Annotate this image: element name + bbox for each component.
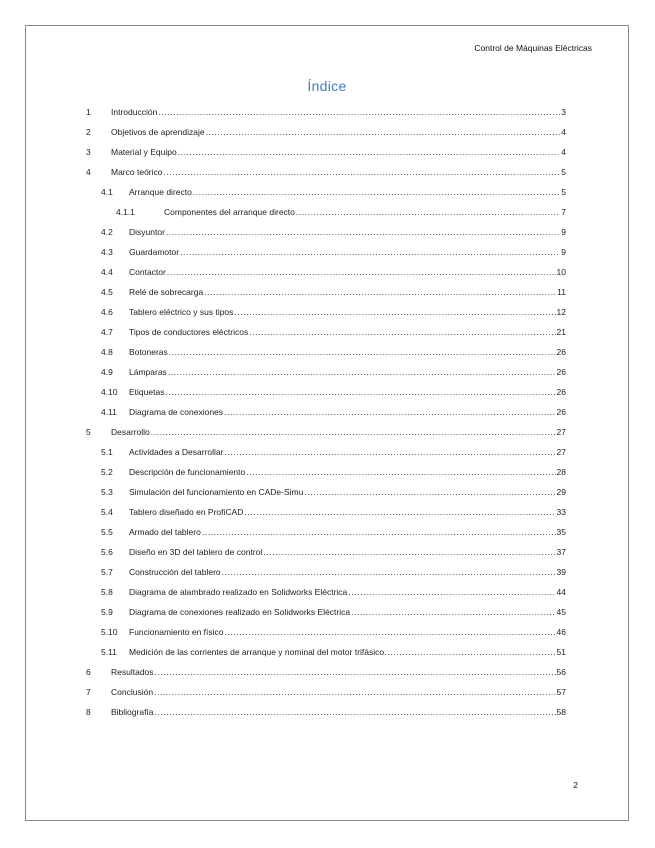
- toc-entry[interactable]: [86, 307, 566, 327]
- toc-entry-label: Conclusión: [111, 687, 154, 697]
- toc-entry-number: 4.7: [101, 327, 113, 337]
- toc-dot-leader: [204, 287, 556, 297]
- toc-dot-leader: [351, 607, 555, 617]
- toc-entry-number: 4.2: [101, 227, 113, 237]
- toc-dot-leader: [193, 187, 560, 197]
- toc-entry-label: Construcción del tablero: [129, 567, 221, 577]
- toc-entry-label: Etiquetas: [129, 387, 165, 397]
- toc-entry-label: Simulación del funcionamiento en CADe-Simu: [129, 487, 304, 497]
- toc-entry-page: 10: [556, 267, 566, 277]
- toc-entry-number: 1: [86, 107, 91, 117]
- toc-dot-leader: [180, 247, 560, 257]
- toc-entry-label: Botoneras: [129, 347, 168, 357]
- toc-entry-page: 27: [556, 427, 566, 437]
- toc-entry-page: 26: [556, 347, 566, 357]
- toc-title: Índice: [307, 78, 347, 94]
- toc-entry[interactable]: [86, 627, 566, 647]
- toc-entry-label: Descripción de funcionamiento: [129, 467, 246, 477]
- toc-entry[interactable]: [86, 327, 566, 347]
- toc-dot-leader: [151, 427, 556, 437]
- toc-entry[interactable]: [86, 567, 566, 587]
- toc-entry-label: Disyuntor: [129, 227, 165, 237]
- toc-entry-label: Desarrollo: [111, 427, 150, 437]
- toc-dot-leader: [165, 387, 555, 397]
- toc-entry-page: 39: [556, 567, 566, 577]
- toc-entry-number: 4.1.1: [116, 207, 135, 217]
- toc-dot-leader: [388, 647, 556, 657]
- toc-entry[interactable]: [86, 227, 566, 247]
- toc-entry-label: Guardamotor: [129, 247, 180, 257]
- toc-entry[interactable]: [86, 487, 566, 507]
- toc-dot-leader: [225, 627, 556, 637]
- toc-entry-page: 33: [556, 507, 566, 517]
- toc-entry[interactable]: [86, 207, 566, 227]
- toc-entry-label: Funcionamiento en físico: [129, 627, 224, 637]
- toc-entry[interactable]: [86, 127, 566, 147]
- toc-entry-number: 8: [86, 707, 91, 717]
- toc-entry[interactable]: [86, 407, 566, 427]
- toc-entry-label: Marco teórico: [111, 167, 163, 177]
- toc-entry-label: Bibliografía: [111, 707, 154, 717]
- toc-entry[interactable]: [86, 467, 566, 487]
- toc-entry[interactable]: [86, 707, 566, 727]
- toc-dot-leader: [244, 507, 555, 517]
- toc-entry-number: 4.1: [101, 187, 113, 197]
- toc-entry-page: 29: [556, 487, 566, 497]
- toc-dot-leader: [158, 107, 560, 117]
- toc-entry-label: Tipos de conductores eléctricos: [129, 327, 249, 337]
- toc-dot-leader: [246, 467, 555, 477]
- toc-dot-leader: [155, 707, 556, 717]
- toc-dot-leader: [168, 367, 556, 377]
- toc-dot-leader: [222, 567, 556, 577]
- toc-entry-label: Contactor: [129, 267, 166, 277]
- toc-entry-number: 3: [86, 147, 91, 157]
- toc-entry[interactable]: [86, 167, 566, 187]
- toc-entry-number: 5.10: [101, 627, 118, 637]
- toc-dot-leader: [263, 547, 555, 557]
- toc-entry-label: Lámparas: [129, 367, 167, 377]
- toc-entry[interactable]: [86, 447, 566, 467]
- toc-entry-number: 5.11: [101, 647, 117, 657]
- toc-entry-page: 35: [556, 527, 566, 537]
- toc-entry-number: 6: [86, 667, 91, 677]
- running-header: Control de Máquinas Eléctricas: [474, 43, 592, 53]
- toc-entry[interactable]: [86, 247, 566, 267]
- toc-entry-page: 56: [556, 667, 566, 677]
- toc-entry[interactable]: [86, 647, 566, 667]
- toc-entry-page: 37: [556, 547, 566, 557]
- toc-entry-page: 27: [556, 447, 566, 457]
- toc-entry-page: 4: [561, 127, 566, 137]
- toc-entry[interactable]: [86, 587, 566, 607]
- toc-entry-page: 58: [556, 707, 566, 717]
- toc-dot-leader: [224, 447, 555, 457]
- toc-entry-page: 5: [561, 167, 566, 177]
- toc-entry[interactable]: [86, 527, 566, 547]
- table-of-contents: [86, 107, 566, 727]
- toc-entry-number: 5.4: [101, 507, 113, 517]
- toc-dot-leader: [164, 167, 561, 177]
- toc-entry-page: 26: [556, 387, 566, 397]
- toc-entry-page: 7: [561, 207, 566, 217]
- toc-entry-label: Tablero diseñado en ProfiCAD: [129, 507, 244, 517]
- toc-entry-page: 3: [561, 107, 566, 117]
- toc-entry-label: Armado del tablero: [129, 527, 201, 537]
- toc-entry-page: 9: [561, 227, 566, 237]
- toc-entry[interactable]: [86, 187, 566, 207]
- toc-entry-number: 4: [86, 167, 91, 177]
- toc-entry-number: 5.3: [101, 487, 113, 497]
- toc-entry-page: 44: [556, 587, 566, 597]
- toc-dot-leader: [348, 587, 555, 597]
- toc-entry-number: 4.11: [101, 407, 117, 417]
- document-page: [25, 25, 629, 821]
- toc-entry-page: 26: [556, 407, 566, 417]
- toc-entry-number: 4.4: [101, 267, 113, 277]
- toc-dot-leader: [234, 307, 555, 317]
- toc-entry-label: Diseño en 3D del tablero de control: [129, 547, 263, 557]
- toc-entry-label: Relé de sobrecarga: [129, 287, 204, 297]
- toc-entry-number: 4.9: [101, 367, 113, 377]
- toc-dot-leader: [202, 527, 556, 537]
- toc-dot-leader: [169, 347, 556, 357]
- toc-entry[interactable]: [86, 547, 566, 567]
- toc-dot-leader: [155, 667, 556, 677]
- toc-entry-number: 5.8: [101, 587, 113, 597]
- toc-entry[interactable]: [86, 287, 566, 307]
- toc-entry-label: Diagrama de conexiones: [129, 407, 224, 417]
- toc-dot-leader: [167, 267, 556, 277]
- toc-entry[interactable]: [86, 607, 566, 627]
- toc-entry-page: 57: [556, 687, 566, 697]
- toc-entry[interactable]: [86, 267, 566, 287]
- toc-entry-label: Introducción: [111, 107, 158, 117]
- toc-entry-label: Tablero eléctrico y sus tipos: [129, 307, 234, 317]
- toc-entry-label: Medición de las corrientes de arranque y nominal del motor trifásico.: [129, 647, 387, 657]
- toc-entry-number: 7: [86, 687, 91, 697]
- toc-dot-leader: [154, 687, 555, 697]
- toc-entry-number: 5: [86, 427, 91, 437]
- toc-dot-leader: [224, 407, 556, 417]
- toc-entry-page: 11: [557, 287, 566, 297]
- toc-entry[interactable]: [86, 667, 566, 687]
- toc-entry-page: 21: [556, 327, 566, 337]
- toc-entry-number: 2: [86, 127, 91, 137]
- toc-entry[interactable]: [86, 147, 566, 167]
- toc-entry-page: 45: [556, 607, 566, 617]
- toc-entry[interactable]: [86, 427, 566, 447]
- toc-dot-leader: [304, 487, 555, 497]
- toc-entry-label: Resultados: [111, 667, 154, 677]
- toc-entry-page: 12: [556, 307, 566, 317]
- toc-entry-number: 4.6: [101, 307, 113, 317]
- toc-entry-number: 5.1: [101, 447, 113, 457]
- toc-entry-number: 4.10: [101, 387, 118, 397]
- toc-entry-number: 4.5: [101, 287, 113, 297]
- toc-entry[interactable]: [86, 687, 566, 707]
- toc-entry-label: Componentes del arranque directo: [164, 207, 295, 217]
- toc-entry-page: 51: [556, 647, 566, 657]
- toc-entry[interactable]: [86, 367, 566, 387]
- toc-entry-number: 5.6: [101, 547, 113, 557]
- toc-entry-label: Diagrama de alambrado realizado en Solidworks Eléctrica: [129, 587, 348, 597]
- toc-entry-label: Objetivos de aprendizaje: [111, 127, 205, 137]
- toc-dot-leader: [206, 127, 561, 137]
- toc-entry-number: 5.2: [101, 467, 113, 477]
- toc-entry[interactable]: [86, 507, 566, 527]
- toc-entry-page: 28: [556, 467, 566, 477]
- toc-entry-page: 9: [561, 247, 566, 257]
- toc-entry[interactable]: [86, 347, 566, 367]
- toc-entry-number: 5.9: [101, 607, 113, 617]
- toc-dot-leader: [296, 207, 560, 217]
- toc-entry-label: Actividades a Desarrollar: [129, 447, 224, 457]
- page-number: 2: [573, 780, 578, 790]
- toc-dot-leader: [166, 227, 560, 237]
- toc-entry-label: Material y Equipo: [111, 147, 177, 157]
- toc-entry[interactable]: [86, 387, 566, 407]
- toc-entry-page: 26: [556, 367, 566, 377]
- toc-dot-leader: [178, 147, 561, 157]
- toc-entry-page: 46: [556, 627, 566, 637]
- toc-entry-number: 5.5: [101, 527, 113, 537]
- toc-entry[interactable]: [86, 107, 566, 127]
- toc-entry-number: 4.8: [101, 347, 113, 357]
- toc-entry-number: 5.7: [101, 567, 113, 577]
- toc-entry-page: 5: [561, 187, 566, 197]
- toc-entry-page: 4: [561, 147, 566, 157]
- toc-entry-label: Diagrama de conexiones realizado en Solidworks Eléctrica: [129, 607, 351, 617]
- toc-entry-label: Arranque directo: [129, 187, 192, 197]
- toc-entry-number: 4.3: [101, 247, 113, 257]
- toc-dot-leader: [249, 327, 555, 337]
